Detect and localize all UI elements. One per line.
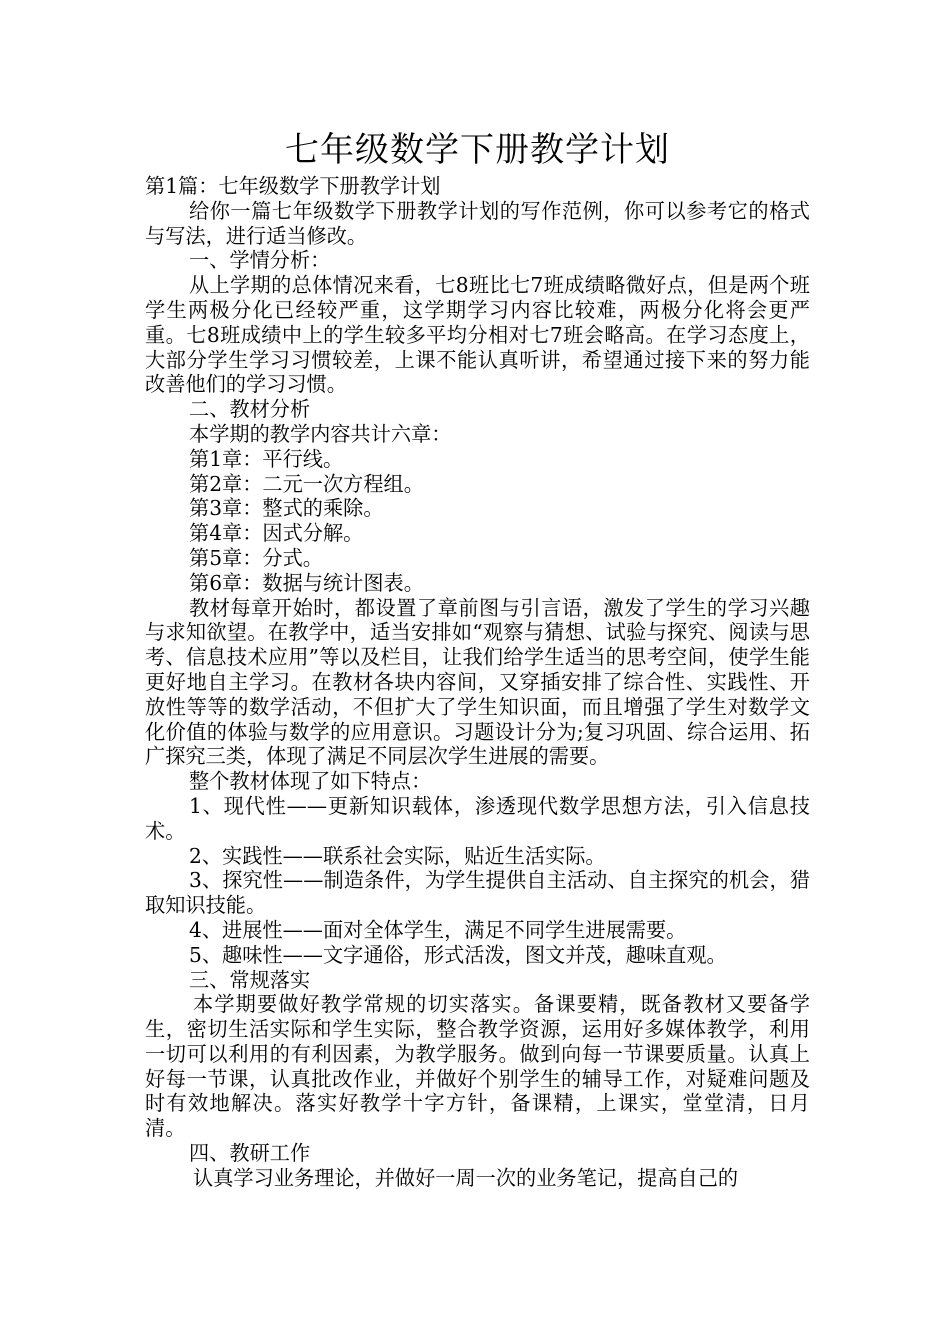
paragraph: 第4章：因式分解。 (189, 521, 364, 546)
paragraph: 三、常规落实 (189, 967, 311, 992)
paragraph: 第1章：平行线。 (189, 446, 344, 471)
paragraph: 5、趣味性——文字通俗，形式活泼，图文并茂，趣味直观。 (189, 942, 727, 967)
paragraph: 给你一篇七年级数学下册教学计划的写作范例，你可以参考它的格式与写法，进行适当修改。 (145, 198, 810, 248)
paragraph: 2、实践性——联系社会实际，贴近生活实际。 (189, 843, 606, 868)
paragraph: 本学期的教学内容共计六章： (189, 421, 452, 446)
paragraph: 第1篇：七年级数学下册教学计划 (145, 174, 441, 198)
document-title: 七年级数学下册教学计划 (285, 130, 670, 170)
document-page (145, 126, 810, 1191)
paragraph: 本学期要做好教学常规的切实落实。备课要精，既备教材又要备学生，密切生活实际和学生实际，整合教学资源，运用好多媒体教学，利用一切可以利用的有利因素，为教学服务。做到向每一节课要质量。认真上好每一节课，认真批改作业，并做好个别学生的辅导工作，对疑难问题及时有效地解决。落实好教学十字方针，备课精，上课实，堂堂清，日月清。 (145, 992, 810, 1141)
paragraph: 1、现代性——更新知识载体，渗透现代数学思想方法，引入信息技术。 (145, 793, 810, 843)
paragraph: 二、教材分析 (189, 397, 311, 422)
paragraph: 认真学习业务理论，并做好一周一次的业务笔记，提高自己的 (193, 1165, 739, 1190)
paragraph: 第2章：二元一次方程组。 (189, 471, 424, 496)
document-body (145, 174, 810, 1191)
paragraph: 第3章：整式的乘除。 (189, 496, 384, 521)
paragraph: 一、学情分析： (189, 248, 331, 273)
paragraph: 第6章：数据与统计图表。 (189, 570, 424, 595)
paragraph: 从上学期的总体情况来看，七8班比七7班成绩略微好点，但是两个班学生两极分化已经较严重，这学期学习内容比较难，两极分化将会更严重。七8班成绩中上的学生较多平均分相对七7班会略高。在学习态度上，大部分学生学习习惯较差，上课不能认真听讲，希望通过接下来的努力能改善他们的学习习惯。 (145, 273, 810, 397)
paragraph: 第5章：分式。 (189, 545, 323, 570)
paragraph: 教材每章开始时，都设置了章前图与引言语，激发了学生的学习兴趣与求知欲望。在教学中，适当安排如“观察与猜想、试验与探究、阅读与思考、信息技术应用”等以及栏目，让我们给学生适当的思考空间，使学生能更好地自主学习。在教材各块内容间，又穿插安排了综合性、实践性、开放性等等的数学活动，不但扩大了学生知识面，而且增强了学生对数学文化价值的体验与数学的应用意识。习题设计分为;复习巩固、综合运用、拓广探究三类，体现了满足不同层次学生进展的需要。 (145, 595, 810, 769)
paragraph: 3、探究性——制造条件，为学生提供自主活动、自主探究的机会，猎取知识技能。 (145, 868, 810, 918)
paragraph: 整个教材体现了如下特点： (189, 769, 432, 794)
paragraph: 四、教研工作 (189, 1141, 311, 1166)
paragraph: 4、进展性——面对全体学生，满足不同学生进展需要。 (189, 917, 687, 942)
